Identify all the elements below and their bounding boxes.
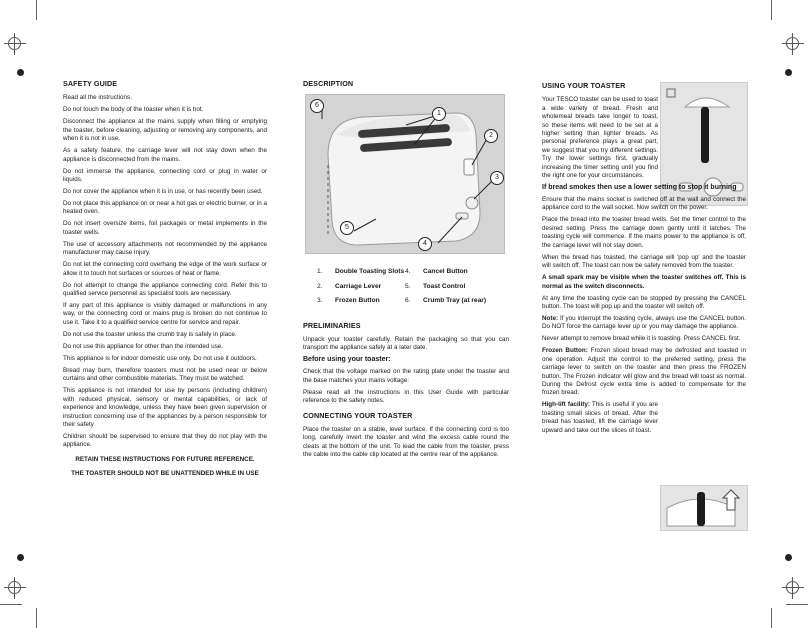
legend-label: Cancel Button (423, 268, 468, 276)
toaster-photo (305, 94, 505, 254)
safety-item: Bread may burn, therefore toasters must not be used near or below curtains and other combustible materials. They must be watched. (63, 366, 267, 383)
legend-number: 4. (405, 268, 411, 276)
trim-mark (36, 608, 37, 628)
callout-3: 3 (490, 171, 504, 185)
safety-item: Do nor cover the appliance when it is in use, or has recently been used. (63, 188, 263, 196)
using-toaster-column (542, 82, 746, 439)
preliminaries-text: Unpack your toaster carefully. Retain the packaging so that you can transport the appliance safely at a later date. (303, 336, 509, 352)
trim-mark (786, 604, 808, 605)
preliminaries-text: Check that the voltage marked on the rating plate under the toaster and the base matches your mains voltage: (303, 368, 509, 384)
using-text: Your TESCO toaster can be used to toast a wide variety of bread. Fresh and wholemeal breads take longer to toast, so these items will need to be set at a higher setting than lighter breads. As personal preference plays a great part, we suggest that you try different settings. Try the lower settings first, gradually increasing the timer setting until you find the right one for your circumstances. (542, 96, 658, 180)
connecting-title: CONNECTING YOUR TOASTER (303, 410, 413, 420)
registration-mark-top-left (4, 33, 26, 55)
safety-item: Do not insert oversize items, foil packages or metal implements in the toaster wells. (63, 220, 267, 236)
legend-label: Double Toasting Slots (335, 268, 405, 276)
retain-notice: RETAIN THESE INSTRUCTIONS FOR FUTURE REFERENCE. (75, 455, 255, 463)
using-text: At any time the toasting cycle can be stopped by pressing the CANCEL button. The toast will pop up and the toaster will switch off. (542, 294, 746, 310)
trim-mark (771, 0, 772, 20)
legend-label: Toast Control (423, 282, 466, 290)
frozen-label: Frozen Button: (542, 347, 588, 355)
safety-guide-title: SAFETY GUIDE (63, 79, 118, 88)
description-column (303, 80, 509, 463)
smoke-heading: If bread smokes then use a lower setting to stop it burning (542, 184, 737, 192)
frozen-text: Frozen sliced bread may be defrosted and toasted in one operation. Adjust the control to the preferred setting, press the carriage lever to switch on the toaster and then press the FROZEN button. The Frozen indicator will glow and the bread will toast as normal. During the Defrost cycle extra time is added to compensate for the frozen bread. (542, 347, 746, 397)
note-label: Note: (542, 314, 559, 322)
before-using-heading: Before using your toaster: (303, 356, 391, 364)
legend-number: 2. (317, 282, 323, 290)
using-title: USING YOUR TOASTER (542, 81, 626, 90)
frozen-paragraph (542, 347, 746, 397)
trim-mark (36, 0, 37, 20)
note-paragraph (542, 315, 746, 332)
safety-item: Do not use the toaster unless the crumb tray is safely in place. (63, 330, 237, 338)
highlift-label: High-lift facility: (542, 401, 590, 409)
trim-mark (0, 604, 22, 605)
safety-item: Children should be supervised to ensure that they do not play with the appliance. (63, 432, 267, 449)
callout-1: 1 (432, 107, 446, 121)
safety-item: Do not immerse the appliance, connecting cord or plug in water or liquids. (63, 167, 267, 184)
safety-item: Do not place this appliance on or near a hot gas or electric burner, or in a heated oven. (63, 200, 267, 216)
highlift-text: This is useful if you are toasting small slices of bread. After the bread has toasted, lift the carriage lever upward and take out the slices of toast. (542, 401, 659, 434)
preliminaries-title: PRELIMINARIES (303, 320, 361, 330)
safety-item: Disconnect the appliance at the mains supply when filling or emptying the toaster, before cleaning, adjusting or removing any components, and when it is not in use. (63, 118, 267, 143)
safety-item: The use of accessory attachments not recommended by the appliance manufacturer may cause injury. (63, 240, 267, 257)
spark-notice: A small spark may be visible when the toaster switches off. This is normal as the switch disconnects. (542, 274, 746, 290)
registration-mark-bottom-left (4, 577, 26, 599)
registration-dot (17, 69, 24, 76)
registration-dot (785, 554, 792, 561)
safety-item: Do not attempt to change the appliance connecting cord. Refer this to qualified service personnel as specialist tools are necessary. (63, 281, 267, 298)
safety-item: Do not touch the body of the toaster when it is hot. (63, 106, 204, 114)
using-text: Ensure that the mains socket is switched off at the wall and connect the appliance cord to the wall socket. Now switch on the power. (542, 196, 746, 212)
registration-dot (785, 69, 792, 76)
safety-guide-column (63, 80, 267, 483)
safety-item: Do not let the connecting cord overhang the edge of the work surface or allow it to touch hot surfaces or sources of heat or flame. (63, 261, 267, 277)
legend-label: Carriage Lever (335, 282, 382, 290)
legend-label: Crumb Tray (at rear) (423, 297, 487, 305)
legend-number: 3. (317, 297, 323, 305)
registration-mark-bottom-right (782, 577, 804, 599)
note-text: If you interrupt the toasting cycle, always use the CANCEL button. Do NOT force the carriage lever up or you may damage the appliance. (542, 314, 746, 331)
safety-item: Read all the instructions. (63, 94, 132, 102)
high-lift-image (660, 485, 748, 531)
safety-item: This appliance is for indoor domestic use only. Do not use it outdoors. (63, 354, 257, 362)
connecting-text: Place the toaster on a stable, level surface. If the connecting cord is too long, carefully invert the toaster and wind the excess cable round the cleats at the bottom of the unit. To lead the cable from the toaster, press the cable into the cable clip located at the centre rear of the appliance. (303, 426, 509, 459)
safety-item: This appliance is not intended for use by persons (including children) with reduced physical, sensory or mental capabilities, or lack of experience and knowledge, unless they have been given supervision or instruction concerning use of the appliances by a person responsible for their safety (63, 387, 267, 428)
using-text: Place the bread into the toaster bread wells. Set the timer control to the desired setting. Press the carriage down gently until it latches. The toasting cycle will commence. If the mains power to the appliance is off, the carriage lever will not stay down. (542, 216, 746, 249)
using-text: When the bread has toasted, the carriage will 'pop up' and the toaster will switch off. The toast can now be safely removed from the toaster. (542, 253, 746, 270)
callout-2: 2 (484, 129, 498, 143)
callout-6: 6 (310, 99, 324, 113)
unattended-notice: THE TOASTER SHOULD NOT BE UNATTENDED WHILE IN USE (71, 470, 259, 478)
registration-dot (17, 554, 24, 561)
toaster-illustration (306, 95, 504, 253)
legend-number: 6. (405, 297, 411, 305)
using-text: Never attempt to remove bread while it is toasting. Press CANCEL first. (542, 335, 741, 343)
trim-mark (771, 608, 772, 628)
legend-number: 1. (317, 268, 323, 276)
callout-4: 4 (418, 237, 432, 251)
registration-mark-top-right (782, 33, 804, 55)
legend-number: 5. (405, 282, 411, 290)
high-lift-illustration (661, 486, 747, 530)
description-title: DESCRIPTION (303, 79, 354, 88)
highlift-paragraph (542, 401, 658, 435)
safety-item: As a safety feature, the carriage lever will not stay down when the appliance is disconnected from the mains. (63, 147, 267, 163)
safety-item: If any part of this appliance is visibly damaged or malfunctions in any way, or the connecting cord or mains plug is broken do not continue to use it. Take it to a qualified service centre for service and repair. (63, 302, 267, 326)
parts-legend (317, 268, 509, 305)
preliminaries-text: Please read all the instructions in this User Guide with particular reference to the safety notes. (303, 388, 509, 405)
safety-item: Do not use this appliance for other than the intended use. (63, 342, 223, 350)
callout-5: 5 (340, 221, 354, 235)
legend-label: Frozen Button (335, 297, 380, 305)
